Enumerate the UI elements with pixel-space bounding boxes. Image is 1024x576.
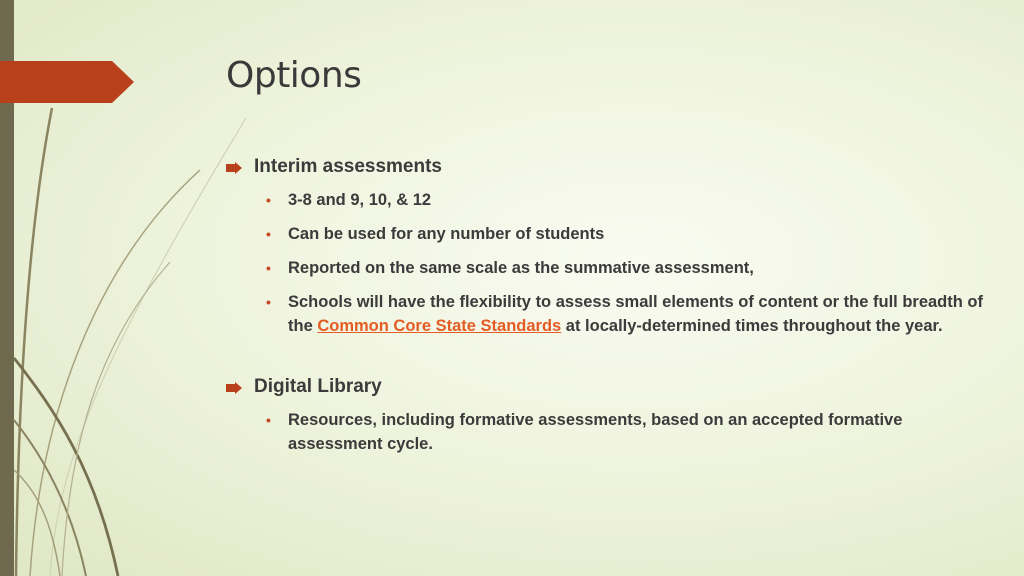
list-item bbox=[226, 256, 986, 280]
dot-bullet-icon: • bbox=[266, 226, 271, 242]
arrow-bullet-icon bbox=[226, 382, 242, 394]
section-interim-assessments bbox=[226, 154, 986, 338]
dot-bullet-icon: • bbox=[266, 412, 271, 428]
dot-bullet-icon: • bbox=[266, 192, 271, 208]
arrow-banner-icon bbox=[0, 61, 134, 103]
item-text-before-link: Schools will have the flexibility to assess small elements of content or the full breadth of the bbox=[288, 293, 983, 335]
dot-bullet-icon: • bbox=[266, 260, 271, 276]
item-text: 3-8 and 9, 10, & 12 bbox=[288, 191, 432, 209]
list-item bbox=[226, 222, 986, 246]
list-item bbox=[226, 408, 986, 456]
dot-bullet-icon: • bbox=[266, 294, 271, 310]
item-text: Can be used for any number of students bbox=[288, 225, 605, 243]
page-title: Options bbox=[226, 55, 362, 96]
arrow-bullet-icon bbox=[226, 162, 242, 174]
slide-content bbox=[226, 154, 986, 466]
heading-interim-assessments: Interim assessments bbox=[254, 156, 442, 177]
section-digital-library bbox=[226, 374, 986, 456]
item-text: Resources, including formative assessments, based on an accepted formative assessment cycle. bbox=[288, 411, 903, 453]
list-item-level1 bbox=[226, 154, 986, 180]
item-text: Reported on the same scale as the summative assessment, bbox=[288, 259, 754, 277]
heading-digital-library: Digital Library bbox=[254, 376, 382, 397]
list-item bbox=[226, 290, 986, 338]
item-text-after-link: at locally-determined times throughout the year. bbox=[561, 317, 943, 335]
list-item bbox=[226, 188, 986, 212]
list-item-level1 bbox=[226, 374, 986, 400]
common-core-link[interactable]: Common Core State Standards bbox=[317, 317, 562, 335]
